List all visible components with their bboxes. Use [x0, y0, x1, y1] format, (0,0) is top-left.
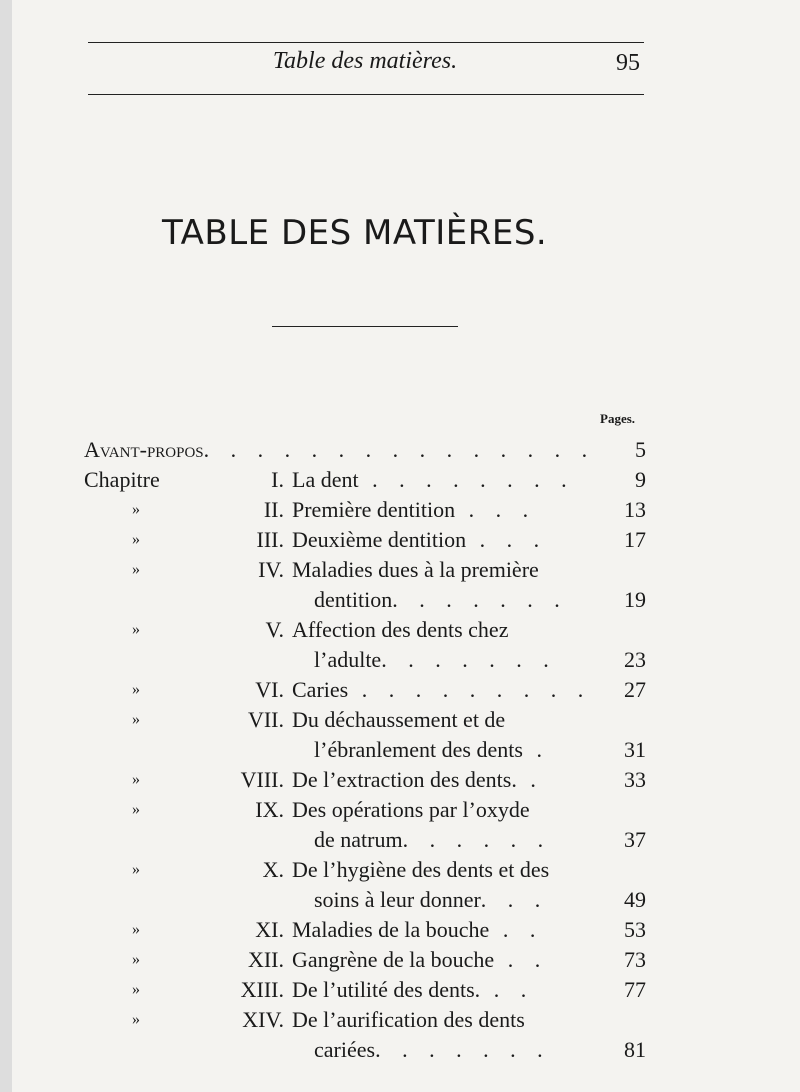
chapter-word: Chapitre	[84, 467, 160, 492]
chapter-number: IV.	[258, 557, 284, 582]
toc-row	[0, 555, 800, 585]
chapter-title	[314, 585, 598, 615]
leader-dots: . . .	[455, 497, 537, 522]
header-top-rule	[88, 42, 644, 43]
toc-row	[0, 975, 800, 1005]
toc-row	[0, 495, 800, 525]
running-title: Table des matières.	[272, 48, 458, 74]
chapter-page: 77	[624, 977, 646, 1002]
chapter-title	[314, 645, 598, 675]
chapter-title-text: cariées	[314, 1037, 376, 1062]
front-entry	[84, 435, 598, 465]
toc-row	[0, 675, 800, 705]
chapter-title-text: De l’hygiène des dents et des	[292, 857, 550, 882]
ditto-mark: »	[132, 711, 140, 728]
chapter-title-text: Deuxième dentition	[292, 527, 467, 552]
chapter-page: 53	[624, 917, 646, 942]
chapter-number: XI.	[255, 917, 284, 942]
chapter-title	[292, 915, 598, 945]
toc-row	[0, 945, 800, 975]
toc-row	[0, 1035, 800, 1065]
chapter-number: XII.	[247, 947, 284, 972]
chapter-number: V.	[265, 617, 284, 642]
toc-row	[0, 1005, 800, 1035]
chapter-title	[314, 1035, 598, 1065]
title-divider	[272, 326, 458, 327]
chapter-title	[292, 975, 598, 1005]
chapter-title-text: De l’utilité des dents.	[292, 977, 481, 1002]
toc-row	[0, 645, 800, 675]
chapter-title	[292, 555, 598, 585]
chapter-title	[292, 705, 598, 735]
chapter-page: 37	[624, 827, 646, 852]
chapter-title	[292, 495, 598, 525]
ditto-mark: »	[132, 501, 140, 518]
chapter-title-text: De l’aurification des dents	[292, 1007, 525, 1032]
ditto-mark: »	[132, 861, 140, 878]
front-dots: . . . . . . . . . . . . . . .	[203, 437, 596, 462]
leader-dots: .	[522, 737, 550, 762]
chapter-page: 81	[624, 1037, 646, 1062]
toc-row	[0, 615, 800, 645]
ditto-mark: »	[132, 921, 140, 938]
chapter-title	[292, 615, 598, 645]
chapter-title-text: dentition	[314, 587, 393, 612]
chapter-title	[314, 735, 598, 765]
chapter-number: XIV.	[242, 1007, 284, 1032]
chapter-title-text: Des opérations par l’oxyde	[292, 797, 530, 822]
toc-row	[0, 765, 800, 795]
toc-row-front	[0, 435, 800, 465]
table-of-contents	[0, 435, 800, 1065]
chapter-page: 9	[635, 467, 646, 492]
ditto-mark: »	[132, 531, 140, 548]
leader-dots: . . . . . . . .	[358, 467, 575, 492]
chapter-title-text: l’adulte	[314, 647, 382, 672]
toc-row	[0, 525, 800, 555]
leader-dots: . . .	[466, 527, 548, 552]
chapter-title-text: Maladies de la bouche	[292, 917, 490, 942]
chapter-page: 23	[624, 647, 646, 672]
chapter-number: X.	[262, 857, 284, 882]
leader-dots: .	[516, 767, 544, 792]
chapter-title-text: l’ébranlement des dents	[314, 737, 523, 762]
toc-row	[0, 705, 800, 735]
leader-dots: . . . . . . . . .	[348, 677, 592, 702]
leader-dots: . . .	[480, 887, 549, 912]
ditto-mark: »	[132, 981, 140, 998]
chapter-page: 17	[624, 527, 646, 552]
ditto-mark: »	[132, 1011, 140, 1028]
toc-row	[0, 885, 800, 915]
toc-row	[0, 735, 800, 765]
chapter-title	[292, 945, 598, 975]
chapter-title-text: Gangrène de la bouche	[292, 947, 495, 972]
toc-row	[0, 855, 800, 885]
chapter-page: 19	[624, 587, 646, 612]
ditto-mark: »	[132, 951, 140, 968]
chapter-title	[292, 675, 598, 705]
chapter-title	[292, 1005, 598, 1035]
chapter-title-text: De l’extraction des dents.	[292, 767, 517, 792]
ditto-mark: »	[132, 681, 140, 698]
chapter-title	[292, 855, 598, 885]
chapter-title-text: Maladies dues à la première	[292, 557, 539, 582]
leader-dots: . .	[489, 917, 544, 942]
ditto-mark: »	[132, 561, 140, 578]
chapter-title-text: Caries	[292, 677, 349, 702]
leader-dots: . . . . . . .	[381, 647, 557, 672]
leader-dots: . .	[480, 977, 535, 1002]
chapter-page: 49	[624, 887, 646, 912]
chapter-number: VI.	[255, 677, 284, 702]
chapter-title	[314, 825, 598, 855]
leader-dots: . .	[494, 947, 549, 972]
ditto-mark: »	[132, 771, 140, 788]
chapter-title-text: Du déchaussement et de	[292, 707, 506, 732]
chapter-number: II.	[263, 497, 284, 522]
toc-row	[0, 465, 800, 495]
leader-dots: . . . . . . .	[392, 587, 568, 612]
front-label: Avant-propos	[84, 437, 204, 462]
chapter-number: III.	[256, 527, 284, 552]
chapter-title-text: soins à leur donner	[314, 887, 481, 912]
chapter-number: IX.	[255, 797, 284, 822]
chapter-title	[292, 765, 598, 795]
chapter-page: 33	[624, 767, 646, 792]
front-page: 5	[635, 437, 646, 462]
chapter-number: VIII.	[240, 767, 284, 792]
chapter-page: 27	[624, 677, 646, 702]
chapter-number: VII.	[247, 707, 284, 732]
chapter-number: XIII.	[240, 977, 284, 1002]
pages-column-label: Pages.	[600, 411, 636, 426]
chapter-page: 13	[624, 497, 646, 522]
toc-row	[0, 825, 800, 855]
chapter-page: 73	[624, 947, 646, 972]
chapter-title-text: Première dentition	[292, 497, 456, 522]
chapter-number: I.	[271, 467, 284, 492]
leader-dots: . . . . . . .	[375, 1037, 551, 1062]
toc-row	[0, 795, 800, 825]
chapter-title	[314, 885, 598, 915]
chapter-page: 31	[624, 737, 646, 762]
header-bottom-rule	[88, 94, 644, 95]
chapter-title-text: La dent	[292, 467, 359, 492]
toc-row	[0, 915, 800, 945]
chapter-title	[292, 525, 598, 555]
toc-row	[0, 585, 800, 615]
chapter-title-text: Affection des dents chez	[292, 617, 509, 642]
ditto-mark: »	[132, 621, 140, 638]
ditto-mark: »	[132, 801, 140, 818]
chapter-title	[292, 465, 598, 495]
page-title: TABLE DES MATIÈRES.	[162, 213, 548, 253]
leader-dots: . . . . . .	[402, 827, 552, 852]
page-number: 95	[616, 50, 640, 76]
chapter-title-text: de natrum	[314, 827, 403, 852]
chapter-title	[292, 795, 598, 825]
